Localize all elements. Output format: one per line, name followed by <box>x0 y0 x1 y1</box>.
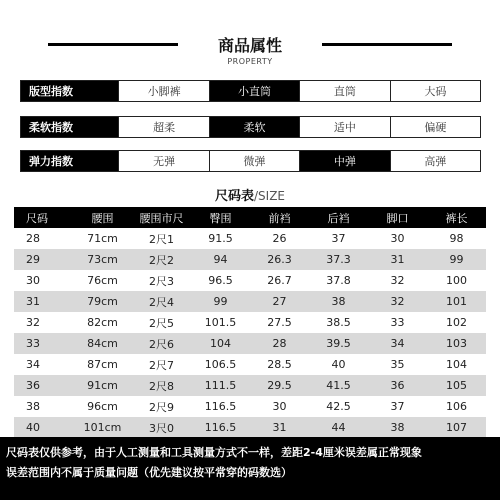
column-header: 裤长 <box>427 207 486 228</box>
table-cell: 2尺3 <box>132 270 191 291</box>
property-label: 版型指数 <box>21 81 118 101</box>
table-cell: 98 <box>427 228 486 249</box>
table-cell: 37.8 <box>309 270 368 291</box>
size-notice <box>0 437 500 500</box>
table-cell: 33 <box>14 333 73 354</box>
table-cell: 106 <box>427 396 486 417</box>
table-cell: 30 <box>14 270 73 291</box>
table-row <box>14 291 486 312</box>
table-cell: 26.7 <box>250 270 309 291</box>
table-cell: 96.5 <box>191 270 250 291</box>
property-option: 大码 <box>390 81 480 101</box>
property-option: 柔软 <box>209 117 299 137</box>
table-cell: 28.5 <box>250 354 309 375</box>
property-option: 超柔 <box>118 117 208 137</box>
table-row <box>14 333 486 354</box>
table-cell: 40 <box>309 354 368 375</box>
table-cell: 103 <box>427 333 486 354</box>
table-cell: 32 <box>14 312 73 333</box>
section-header <box>0 30 500 74</box>
table-cell: 31 <box>250 417 309 438</box>
table-cell: 116.5 <box>191 417 250 438</box>
table-cell: 26.3 <box>250 249 309 270</box>
table-cell: 31 <box>368 249 427 270</box>
table-cell: 2尺9 <box>132 396 191 417</box>
column-header: 脚口 <box>368 207 427 228</box>
property-option: 微弹 <box>209 151 299 171</box>
table-cell: 101.5 <box>191 312 250 333</box>
table-cell: 99 <box>427 249 486 270</box>
column-header: 后裆 <box>309 207 368 228</box>
property-option: 直筒 <box>299 81 389 101</box>
table-cell: 84cm <box>73 333 132 354</box>
table-cell: 28 <box>14 228 73 249</box>
table-row <box>14 270 486 291</box>
table-row <box>14 312 486 333</box>
table-cell: 104 <box>191 333 250 354</box>
table-cell: 29.5 <box>250 375 309 396</box>
property-label: 弹力指数 <box>21 151 118 171</box>
notice-line-2: 误差范围内不属于质量问题（优先建议按平常穿的码数选） <box>6 466 292 479</box>
table-cell: 73cm <box>73 249 132 270</box>
table-cell: 3尺0 <box>132 417 191 438</box>
table-cell: 44 <box>309 417 368 438</box>
size-title-cn: 尺码表 <box>214 189 254 204</box>
column-header: 腰围市尺 <box>132 207 191 228</box>
table-cell: 2尺7 <box>132 354 191 375</box>
table-cell: 34 <box>14 354 73 375</box>
table-cell: 27.5 <box>250 312 309 333</box>
table-row <box>14 228 486 249</box>
table-cell: 91.5 <box>191 228 250 249</box>
table-cell: 32 <box>368 270 427 291</box>
property-row-fit <box>20 80 481 102</box>
table-cell: 36 <box>368 375 427 396</box>
column-header: 腰围 <box>73 207 132 228</box>
table-cell: 33 <box>368 312 427 333</box>
property-label: 柔软指数 <box>21 117 118 137</box>
table-cell: 106.5 <box>191 354 250 375</box>
table-cell: 28 <box>250 333 309 354</box>
table-cell: 101cm <box>73 417 132 438</box>
table-cell: 38 <box>309 291 368 312</box>
table-cell: 41.5 <box>309 375 368 396</box>
table-cell: 76cm <box>73 270 132 291</box>
table-cell: 36 <box>14 375 73 396</box>
table-cell: 37 <box>309 228 368 249</box>
table-row <box>14 417 486 438</box>
column-header: 前裆 <box>250 207 309 228</box>
table-cell: 39.5 <box>309 333 368 354</box>
property-option: 中弹 <box>299 151 389 171</box>
table-cell: 30 <box>250 396 309 417</box>
column-header: 尺码 <box>14 207 73 228</box>
table-row <box>14 375 486 396</box>
table-cell: 79cm <box>73 291 132 312</box>
table-cell: 37 <box>368 396 427 417</box>
property-option: 小脚裤 <box>118 81 208 101</box>
table-cell: 2尺8 <box>132 375 191 396</box>
table-cell: 42.5 <box>309 396 368 417</box>
table-cell: 102 <box>427 312 486 333</box>
table-cell: 94 <box>191 249 250 270</box>
table-cell: 104 <box>427 354 486 375</box>
table-cell: 71cm <box>73 228 132 249</box>
table-cell: 37.3 <box>309 249 368 270</box>
table-cell: 38.5 <box>309 312 368 333</box>
table-cell: 111.5 <box>191 375 250 396</box>
table-cell: 2尺1 <box>132 228 191 249</box>
page-title: 商品属性 <box>217 36 282 55</box>
table-row <box>14 354 486 375</box>
size-table <box>14 207 486 438</box>
table-cell: 38 <box>368 417 427 438</box>
table-cell: 105 <box>427 375 486 396</box>
table-cell: 2尺6 <box>132 333 191 354</box>
table-cell: 96cm <box>73 396 132 417</box>
property-option: 适中 <box>299 117 389 137</box>
table-row <box>14 249 486 270</box>
property-option: 无弹 <box>118 151 208 171</box>
page-subtitle: PROPERTY <box>227 57 273 66</box>
property-row-softness <box>20 116 481 138</box>
table-cell: 99 <box>191 291 250 312</box>
table-cell: 40 <box>14 417 73 438</box>
table-cell: 116.5 <box>191 396 250 417</box>
size-table-header-row <box>14 207 486 228</box>
table-cell: 26 <box>250 228 309 249</box>
table-cell: 38 <box>14 396 73 417</box>
header-divider-right <box>322 43 452 46</box>
table-cell: 2尺4 <box>132 291 191 312</box>
table-cell: 31 <box>14 291 73 312</box>
table-cell: 30 <box>368 228 427 249</box>
notice-line-1: 尺码表仅供参考，由于人工测量和工具测量方式不一样，差距2-4厘米误差属正常现象 <box>6 446 422 459</box>
table-cell: 101 <box>427 291 486 312</box>
table-cell: 34 <box>368 333 427 354</box>
table-cell: 27 <box>250 291 309 312</box>
table-cell: 87cm <box>73 354 132 375</box>
table-cell: 29 <box>14 249 73 270</box>
table-cell: 35 <box>368 354 427 375</box>
table-cell: 91cm <box>73 375 132 396</box>
table-cell: 107 <box>427 417 486 438</box>
table-cell: 2尺2 <box>132 249 191 270</box>
size-table-title <box>0 185 500 204</box>
property-option: 偏硬 <box>390 117 480 137</box>
column-header: 臀围 <box>191 207 250 228</box>
property-option: 高弹 <box>390 151 480 171</box>
table-cell: 82cm <box>73 312 132 333</box>
table-row <box>14 396 486 417</box>
table-cell: 32 <box>368 291 427 312</box>
size-title-en: /SIZE <box>254 189 286 203</box>
size-table-body <box>14 228 486 438</box>
table-cell: 100 <box>427 270 486 291</box>
property-option: 小直筒 <box>209 81 299 101</box>
property-row-elasticity <box>20 150 481 172</box>
table-cell: 2尺5 <box>132 312 191 333</box>
